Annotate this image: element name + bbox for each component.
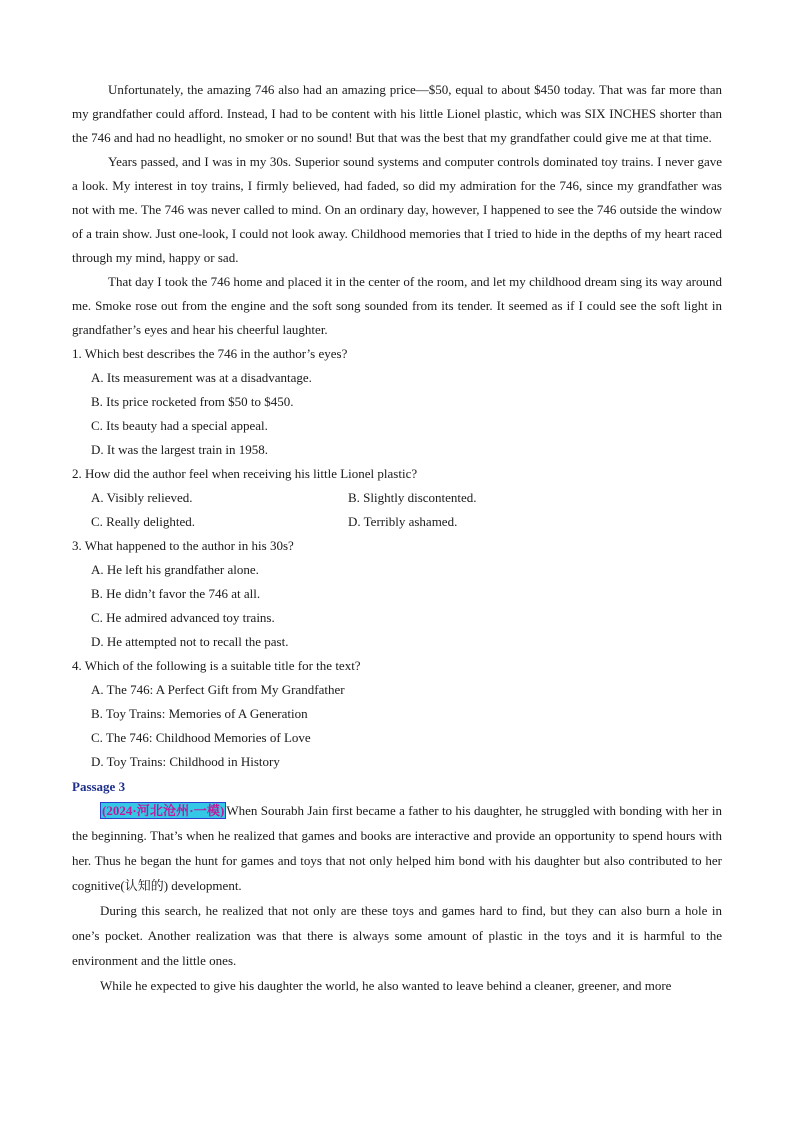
option-row — [91, 486, 722, 510]
question-stem: 1. Which best describes the 746 in the author’s eyes? — [72, 346, 348, 361]
option-c: C. He admired advanced toy trains. — [91, 610, 275, 625]
option-b: B. Toy Trains: Memories of A Generation — [91, 706, 308, 721]
question-4 — [72, 654, 722, 774]
option-row — [91, 510, 722, 534]
passage2-paragraph-1: Unfortunately, the amazing 746 also had an amazing price—$50, equal to about $450 today. That was far more than my grandfather could afford. Instead, I had to be content with his little Lionel plastic, which was SIX INCHES shorter than the 746 and had no headlight, no smoker or no sound! But that was the best that my grandfather could give me at that time. — [72, 82, 722, 145]
option-b: B. Slightly discontented. — [348, 490, 477, 505]
question-stem: 3. What happened to the author in his 30s? — [72, 538, 294, 553]
question-2 — [72, 462, 722, 534]
passage2-paragraph-2: Years passed, and I was in my 30s. Superior sound systems and computer controls dominated toy trains. I never gave a look. My interest in toy trains, I firmly believed, had faded, so did my admiration for the 746, since my grandfather was not with me. The 746 was never called to mind. On an ordinary day, however, I happened to see the 746 outside the window of a train show. Just one-look, I could not look away. Childhood memories that I tried to hide in the depths of my heart raced through my mind, happy or sad. — [72, 154, 722, 265]
option-b: B. Its price rocketed from $50 to $450. — [91, 394, 294, 409]
question-1 — [72, 342, 722, 462]
passage3-heading: Passage 3 — [72, 779, 126, 794]
option-d: D. Toy Trains: Childhood in History — [91, 754, 280, 769]
document-content — [72, 78, 722, 998]
passage3-paragraph-1 — [72, 798, 722, 898]
question-stem: 2. How did the author feel when receiving his little Lionel plastic? — [72, 466, 418, 481]
option-a: A. The 746: A Perfect Gift from My Grandfather — [91, 682, 345, 697]
option-b: B. He didn’t favor the 746 at all. — [91, 586, 261, 601]
option-a: A. He left his grandfather alone. — [91, 562, 259, 577]
option-c: C. Its beauty had a special appeal. — [91, 418, 268, 433]
option-d: D. Terribly ashamed. — [348, 514, 458, 529]
passage2-paragraph-3: That day I took the 746 home and placed it in the center of the room, and let my childhood dream sing its way around me. Smoke rose out from the engine and the soft song sounded from its tender. It seemed as if I could see the soft light in grandfather’s eyes and hear his cheerful laughter. — [72, 274, 722, 337]
passage3-paragraph-2: During this search, he realized that not only are these toys and games hard to find, but they can also burn a hole in one’s pocket. Another realization was that there is always some amount of plastic in the toys and it is harmful to the environment and the little ones. — [72, 903, 722, 968]
option-c: C. The 746: Childhood Memories of Love — [91, 730, 311, 745]
passage3-paragraph-3: While he expected to give his daughter the world, he also wanted to leave behind a cleaner, greener, and more — [100, 978, 672, 993]
paragraph-text: When Sourabh Jain first became a father to his daughter, he struggled with bonding with her in the beginning. That’s when he realized that games and books are interactive and provide an opportunity to spend hours with her. Thus he began the hunt for games and toys that not only helped him bond with his daughter but also contributed to her cognitive(认知的) development. — [72, 803, 722, 893]
option-a: A. Visibly relieved. — [91, 490, 193, 505]
option-c: C. Really delighted. — [91, 514, 195, 529]
option-d: D. It was the largest train in 1958. — [91, 442, 269, 457]
option-d: D. He attempted not to recall the past. — [91, 634, 289, 649]
source-tag: (2024·河北沧州·一模) — [102, 803, 225, 818]
option-a: A. Its measurement was at a disadvantage. — [91, 370, 312, 385]
question-3 — [72, 534, 722, 654]
question-stem: 4. Which of the following is a suitable title for the text? — [72, 658, 361, 673]
